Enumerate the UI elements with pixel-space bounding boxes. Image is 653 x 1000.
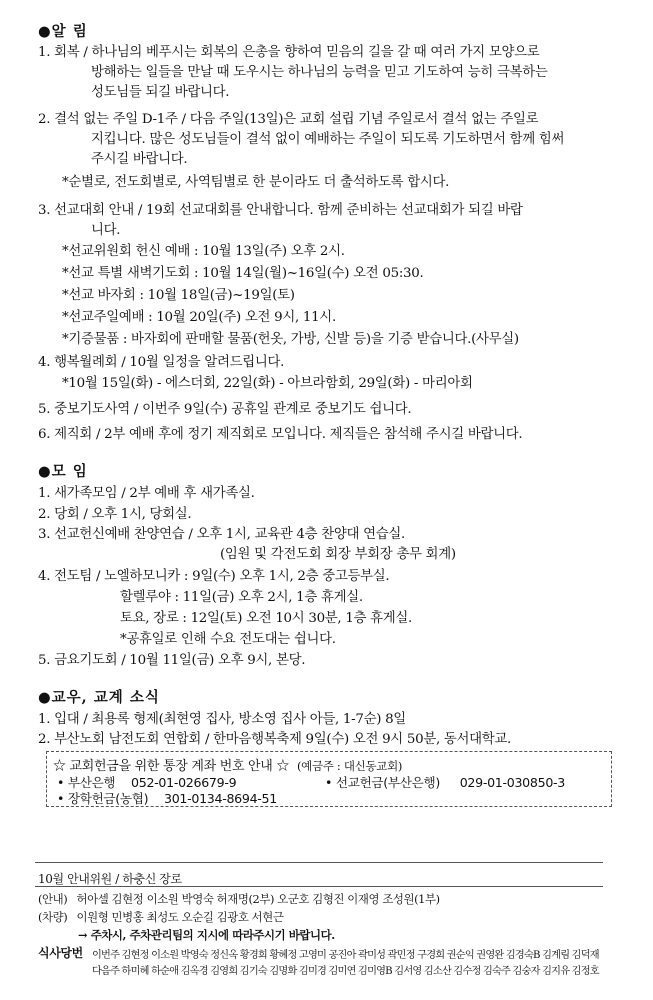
account-item-mission: • 선교헌금(부산은행) 029-01-030850-3 — [325, 775, 565, 790]
committee-title: 10월 안내위원 / 하충신 장로 — [38, 872, 182, 886]
notice-1-line-1: 1. 회복 / 하나님의 베푸시는 회복의 은총을 향하여 믿음의 길을 갈 때 여러 가지 모양으로 — [38, 45, 540, 60]
notice-3-item-3: *선교 바자회 : 10월 18일(금)~19일(토) — [62, 288, 295, 303]
meetings-title: ●모 임 — [38, 463, 88, 480]
meeting-line-2: 2. 당회 / 오후 1시, 당회실. — [38, 507, 192, 522]
notice-2-line-1: 2. 결석 없는 주일 D-1주 / 다음 주일(13일)은 교회 설립 기념 주일로서 결석 없는 주일로 — [38, 112, 539, 127]
notice-2-note: *순별로, 전도회별로, 사역팀별로 한 분이라도 더 출석하도록 합시다. — [62, 175, 450, 190]
notice-4-item-1: *10월 15일(화) - 에스더회, 22일(화) - 아브라함회, 29일(화) - 마리아회 — [62, 376, 473, 391]
meal-next-week: 다음주 하미혜 하순애 김옥경 김영희 김기숙 김명화 김미경 김미연 김미영B 김서영 김소산 김수정 김숙주 김숭자 김지유 김정호 — [92, 966, 599, 977]
meeting-line-4: 4. 전도팀 / 노엘하모니카 : 9일(수) 오후 1시, 2층 중고등부실. — [38, 569, 390, 584]
notice-6-line-1: 6. 제직회 / 2부 예배 후에 정기 제직회로 모입니다. 제직들은 참석해 주시길 바랍니다. — [38, 427, 523, 442]
notice-2-line-2: 지킵니다. 많은 성도님들이 결석 없이 예배하는 주일이 되도록 기도하면서 함께 힘써 — [91, 132, 565, 147]
account-holder: (예금주 : 대신동교회) — [296, 759, 403, 773]
notice-3-line-1: 3. 선교대회 안내 / 19회 선교대회를 안내합니다. 함께 준비하는 선교대회가 되길 바랍 — [38, 203, 523, 218]
news-title: ●교우, 교계 소식 — [38, 689, 160, 706]
account-header: ☆ 교회헌금을 위한 통장 계좌 번호 안내 ☆ (예금주 : 대신동교회) — [53, 759, 403, 774]
footer-mid-rule — [35, 886, 603, 887]
notice-1-line-2: 방해하는 일들을 만날 때 도우시는 하나님의 능력을 믿고 기도하여 능히 극복하는 — [91, 65, 548, 80]
news-line-2: 2. 부산노회 남전도회 연합회 / 한마음행복축제 9일(수) 오전 9시 50분, 동서대학교. — [38, 732, 512, 747]
notice-3-item-5: *기증물품 : 바자회에 판매할 물품(헌옷, 가방, 신발 등)을 기증 받습니다.(사무실) — [62, 332, 519, 347]
meeting-line-5: 5. 금요기도회 / 10월 11일(금) 오후 9시, 본당. — [38, 653, 306, 668]
meeting-line-1: 1. 새가족모임 / 2부 예배 후 새가족실. — [38, 486, 255, 501]
notice-3-line-2: 니다. — [91, 223, 121, 238]
meeting-line-4-sub-2: 토요, 장로 : 12일(토) 오전 10시 30분, 1층 휴게실. — [120, 611, 413, 626]
parking-row: (차량) 이원형 민병홍 최성도 오순길 김광호 서현근 — [38, 910, 284, 924]
footer-top-rule — [35, 862, 603, 863]
account-item-scholarship: • 장학헌금(농협) 301-0134-8694-51 — [57, 791, 277, 806]
notice-1-line-3: 성도님들 되길 바랍니다. — [91, 85, 230, 100]
meal-label: 식사당번 — [38, 946, 83, 960]
account-info-box — [46, 751, 612, 807]
notice-4-line-1: 4. 행복월례회 / 10월 일정을 알려드립니다. — [38, 355, 285, 370]
meal-this-week: 이번주 김현정 이소원 박영숙 정신옥 황경희 황혜정 고영미 공진아 곽미성 곽민정 구경희 권순익 권영완 김경숙B 김계림 김덕재 — [92, 950, 599, 961]
notice-5-line-1: 5. 중보기도사역 / 이번주 9일(수) 공휴일 관계로 중보기도 쉽니다. — [38, 402, 412, 417]
guide-row: (안내) 허아셀 김현정 이소원 박영숙 허재명(2부) 오군호 김형진 이재영 조성원(1부) — [38, 892, 440, 906]
meeting-line-3: 3. 선교헌신예배 찬양연습 / 오후 1시, 교육관 4층 찬양대 연습실. — [38, 527, 405, 542]
parking-note: → 주차시, 주차관리팀의 지시에 따라주시기 바랍니다. — [78, 928, 335, 942]
notice-3-item-2: *선교 특별 새벽기도회 : 10월 14일(월)~16일(수) 오전 05:30. — [62, 266, 424, 281]
notice-3-item-1: *선교위원회 헌신 예배 : 10월 13일(주) 오후 2시. — [62, 244, 345, 259]
notice-2-line-3: 주시길 바랍니다. — [91, 152, 188, 167]
meeting-line-4-sub-1: 할렐루야 : 11일(금) 오후 2시, 1층 휴게실. — [120, 590, 363, 605]
news-line-1: 1. 입대 / 최용록 형제(최현영 집사, 방소영 집사 아들, 1-7순) 8일 — [38, 712, 406, 727]
notice-3-item-4: *선교주일예배 : 10월 20일(주) 오전 9시, 11시. — [62, 310, 336, 325]
notices-title: ●알 림 — [38, 23, 88, 40]
account-item-busan: • 부산은행 052-01-026679-9 — [57, 775, 237, 790]
meeting-line-3-note: (임원 및 각전도회 회장 부회장 총무 회계) — [220, 547, 456, 562]
meeting-line-4-note: *공휴일로 인해 수요 전도대는 쉽니다. — [120, 632, 336, 647]
